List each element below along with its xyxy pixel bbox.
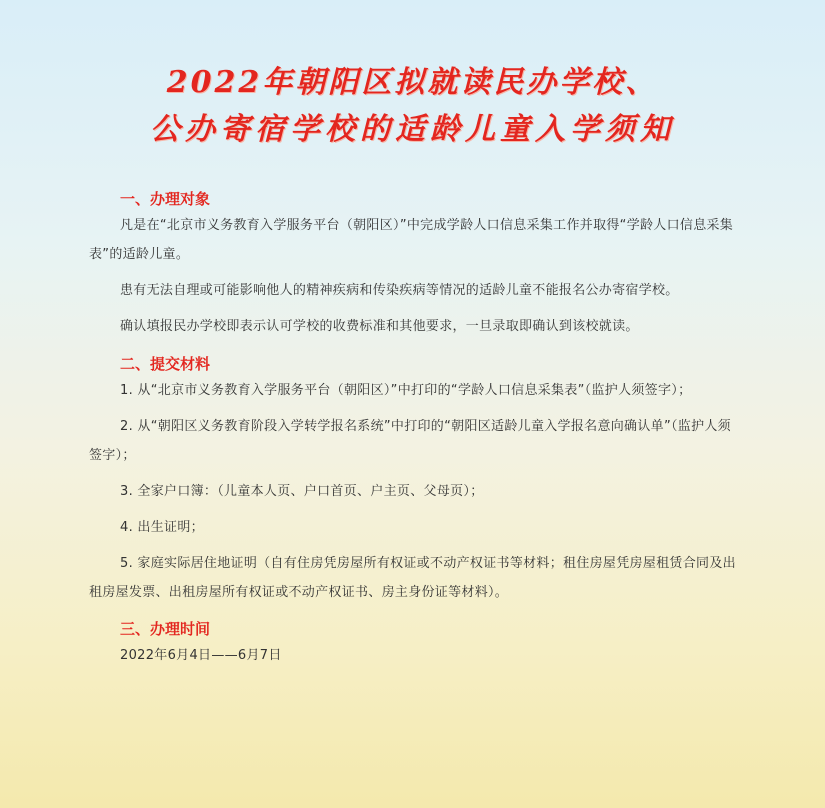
section-heading: 三、办理时间 <box>120 620 211 638</box>
list-item: 1. 从“北京市义务教育入学服务平台（朝阳区）”中打印的“学龄人口信息采集表”（监护人须签字）； <box>120 383 692 398</box>
notice-content <box>89 187 739 670</box>
date-range: 2022年6月4日——6月7日 <box>120 648 282 663</box>
section-heading: 二、提交材料 <box>120 355 211 373</box>
section-schedule <box>89 617 739 670</box>
section-heading: 一、办理对象 <box>120 190 211 208</box>
paragraph: 确认填报民办学校即表示认可学校的收费标准和其他要求，一旦录取即确认到该校就读。 <box>120 319 639 334</box>
paragraph: 凡是在“北京市义务教育入学服务平台（朝阳区）”中完成学龄人口信息采集工作并取得“学龄人口信息采集表”的适龄儿童。 <box>89 218 734 262</box>
section-materials <box>89 352 739 607</box>
list-item: 3. 全家户口簿：（儿童本人页、户口首页、户主页、父母页）； <box>120 484 484 499</box>
title-line-2: 公办寄宿学校的适龄儿童入学须知 <box>150 112 675 147</box>
list-item: 4. 出生证明； <box>120 520 204 535</box>
list-item: 5. 家庭实际居住地证明（自有住房凭房屋所有权证或不动产权证书等材料；租住房屋凭房屋租赁合同及出租房屋发票、出租房屋所有权证或不动产权证书、房主身份证等材料）。 <box>89 556 736 600</box>
list-item: 2. 从“朝阳区义务教育阶段入学转学报名系统”中打印的“朝阳区适龄儿童入学报名意向确认单”（监护人须签字）； <box>89 419 731 463</box>
title-line-1: 2022年朝阳区拟就读民办学校、 <box>166 65 659 100</box>
paragraph: 患有无法自理或可能影响他人的精神疾病和传染疾病等情况的适龄儿童不能报名公办寄宿学校。 <box>120 283 679 298</box>
section-applicants <box>89 187 739 341</box>
